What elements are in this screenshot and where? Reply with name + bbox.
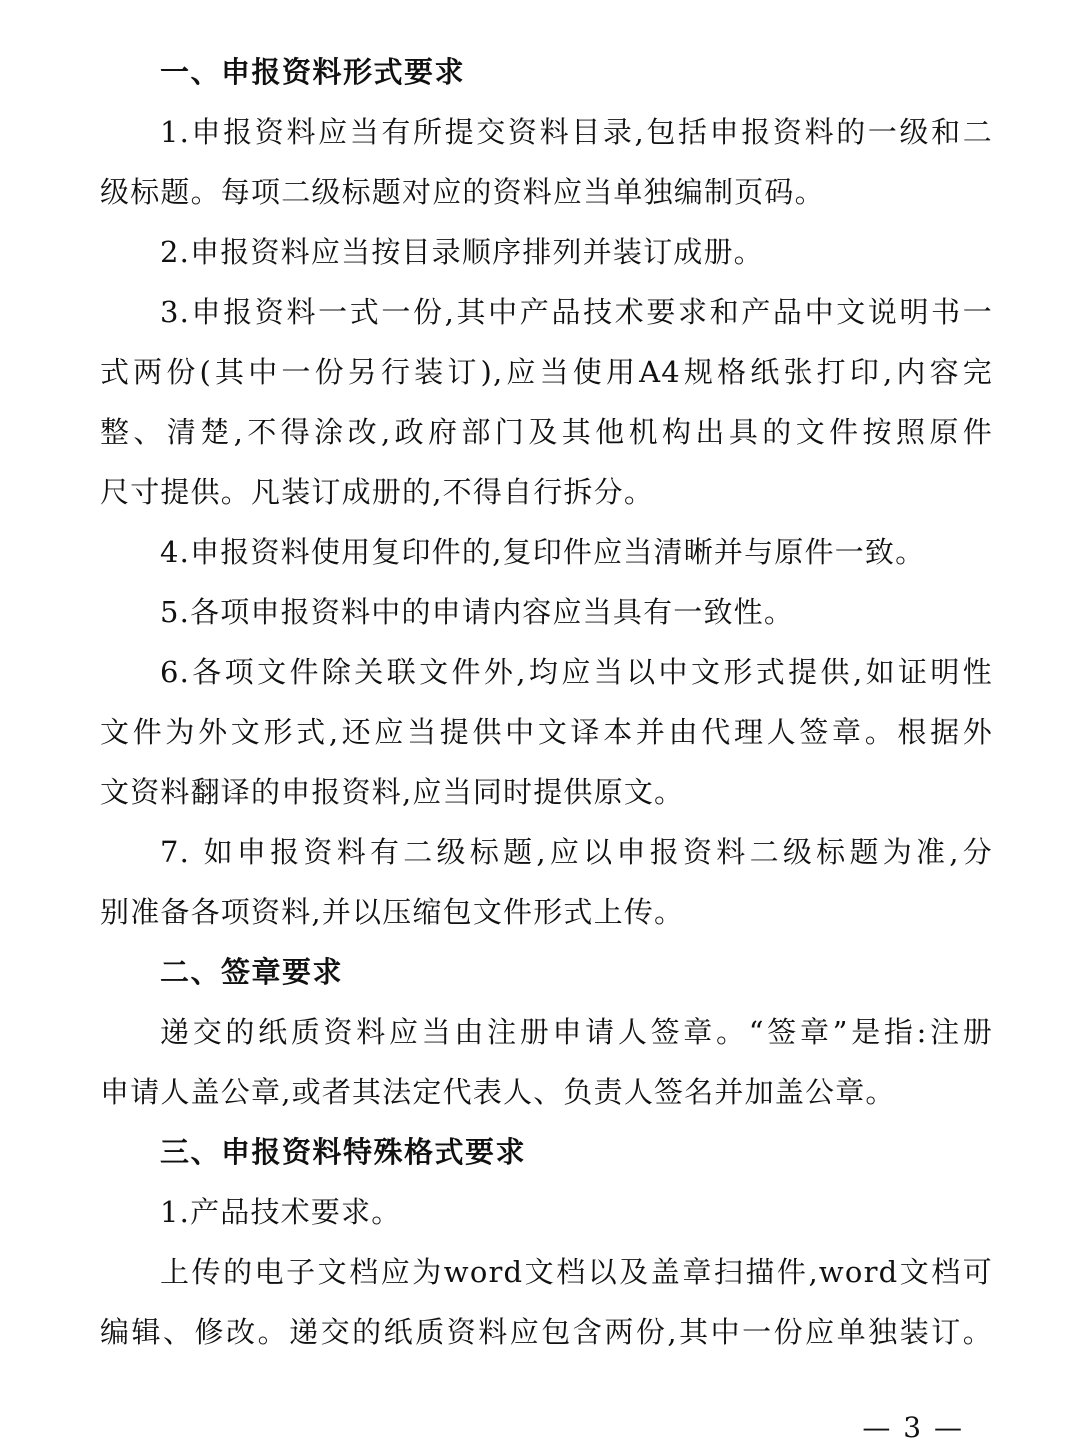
- document-body: [100, 42, 993, 1362]
- page-number: — 3 —: [862, 1411, 964, 1444]
- paragraph-line: 递交的纸质资料应当由注册申请人签章。“签章”是指:注册: [160, 1015, 993, 1049]
- paragraph-line: 文资料翻译的申报资料,应当同时提供原文。: [100, 775, 685, 809]
- paragraph-line: 别准备各项资料,并以压缩包文件形式上传。: [100, 895, 685, 929]
- paragraph-line: 4.申报资料使用复印件的,复印件应当清晰并与原件一致。: [160, 535, 926, 569]
- paragraph-line: 编辑、修改。递交的纸质资料应包含两份,其中一份应单独装订。: [100, 1315, 993, 1349]
- paragraph-line: 2.申报资料应当按目录顺序排列并装订成册。: [160, 235, 764, 269]
- section-heading-2: 二、签章要求: [160, 955, 344, 989]
- paragraph-line: 尺寸提供。凡装订成册的,不得自行拆分。: [100, 475, 655, 509]
- section-heading-3: 三、申报资料特殊格式要求: [160, 1135, 527, 1169]
- paragraph-line: 申请人盖公章,或者其法定代表人、负责人签名并加盖公章。: [100, 1075, 896, 1109]
- paragraph-line: 1.申报资料应当有所提交资料目录,包括申报资料的一级和二: [160, 115, 993, 149]
- paragraph-line: 3.申报资料一式一份,其中产品技术要求和产品中文说明书一: [160, 295, 993, 329]
- paragraph-line: 6.各项文件除关联文件外,均应当以中文形式提供,如证明性: [160, 655, 993, 689]
- paragraph-line: 1.产品技术要求。: [160, 1195, 402, 1229]
- section-heading-1: 一、申报资料形式要求: [160, 55, 466, 89]
- paragraph-line: 上传的电子文档应为word文档以及盖章扫描件,word文档可: [160, 1255, 993, 1289]
- paragraph-line: 级标题。每项二级标题对应的资料应当单独编制页码。: [100, 175, 825, 209]
- paragraph-line: 整、清楚,不得涂改,政府部门及其他机构出具的文件按照原件: [100, 415, 993, 449]
- paragraph-line: 文件为外文形式,还应当提供中文译本并由代理人签章。根据外: [100, 715, 993, 749]
- paragraph-line: 式两份(其中一份另行装订),应当使用A4规格纸张打印,内容完: [100, 355, 993, 389]
- paragraph-line: 7. 如申报资料有二级标题,应以申报资料二级标题为准,分: [160, 835, 993, 869]
- paragraph-line: 5.各项申报资料中的申请内容应当具有一致性。: [160, 595, 795, 629]
